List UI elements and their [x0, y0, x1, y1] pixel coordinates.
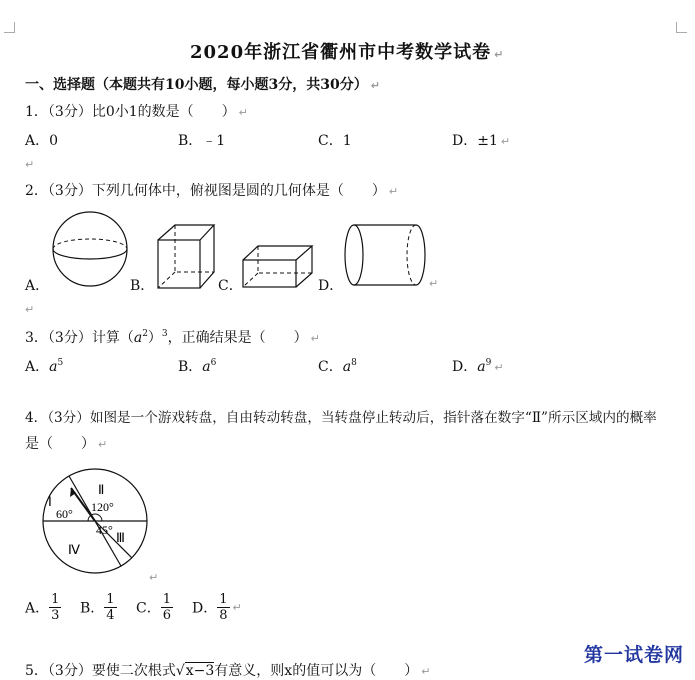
q3-option-a: A．$a^5$: [25, 358, 64, 375]
question-5-stem: 5．（3分）要使二次根式√x−3有意义，则x的值可以为（ ） ↵: [25, 663, 431, 679]
page-title: 2020年浙江省衢州市中考数学试卷 ↵: [190, 42, 505, 63]
q1-option-b: B．﹣1: [178, 133, 226, 149]
paragraph-mark: ↵: [429, 277, 439, 290]
question-3-stem: 3．（3分）计算$(a^2)^3$，正确结果是（ ） ↵: [25, 329, 320, 346]
watermark-logo: 第一试卷网: [584, 644, 685, 666]
q3-option-b: B．$a^6$: [178, 358, 217, 375]
q4-option-a: A． $\frac{1}{3}$: [25, 592, 60, 623]
fraction-one-fourth: $\frac{1}{4}$: [106, 592, 115, 623]
spinner-figure: [24, 466, 150, 578]
fraction-one-eighth: $\frac{1}{8}$: [219, 592, 228, 623]
q4-option-c: C． $\frac{1}{6}$: [136, 592, 171, 623]
region-label-4: Ⅳ: [68, 542, 80, 557]
paragraph-mark: ↵: [149, 571, 159, 584]
question-1-stem: 1．（3分）比0小1的数是（ ） ↵: [25, 104, 248, 120]
region-label-2: Ⅱ: [98, 482, 105, 497]
cuboid-figure: [240, 243, 316, 291]
q3-option-c: C．$a^8$: [318, 358, 357, 375]
page-corner-mark: [4, 22, 15, 33]
angle-label-60: 60°: [56, 507, 73, 521]
q1-option-d: D．±1 ↵: [452, 133, 511, 149]
section-heading: 一、选择题（本题共有10小题，每小题3分，共30分） ↵: [25, 77, 380, 93]
paragraph-mark: ↵: [25, 303, 35, 316]
q1-option-c: C．1: [318, 133, 352, 149]
region-label-3: Ⅲ: [116, 530, 125, 545]
q1-option-a: A．0: [25, 133, 59, 149]
q4-option-d: D． $\frac{1}{8}$ ↵: [192, 592, 242, 623]
q3-option-d: D．$a^9$ ↵: [452, 358, 504, 375]
sphere-figure: [50, 209, 132, 289]
question-2-stem: 2．（3分）下列几何体中，俯视图是圆的几何体是（ ） ↵: [25, 183, 399, 199]
region-label-1: Ⅰ: [48, 494, 52, 509]
page-corner-mark: [676, 22, 687, 33]
angle-label-120: 120°: [91, 500, 114, 514]
angle-label-45: 45°: [96, 523, 113, 537]
fraction-one-sixth: $\frac{1}{6}$: [162, 592, 171, 623]
q2-option-a: A．: [25, 278, 50, 294]
question-4-stem-line1: 4．（3分）如图是一个游戏转盘，自由转动转盘，当转盘停止转动后，指针落在数字“Ⅱ”所示区域内的概率: [25, 410, 657, 426]
q2-option-c: C．: [218, 278, 243, 294]
paragraph-mark: ↵: [25, 158, 35, 171]
q2-option-d: D．: [318, 278, 344, 294]
cube-figure: [155, 222, 217, 292]
question-4-stem-line2: 是（ ） ↵: [25, 436, 108, 452]
fraction-one-third: $\frac{1}{3}$: [51, 592, 60, 623]
cylinder-figure: [342, 221, 430, 289]
q2-option-b: B．: [130, 278, 155, 294]
q4-option-b: B． $\frac{1}{4}$: [80, 592, 115, 623]
